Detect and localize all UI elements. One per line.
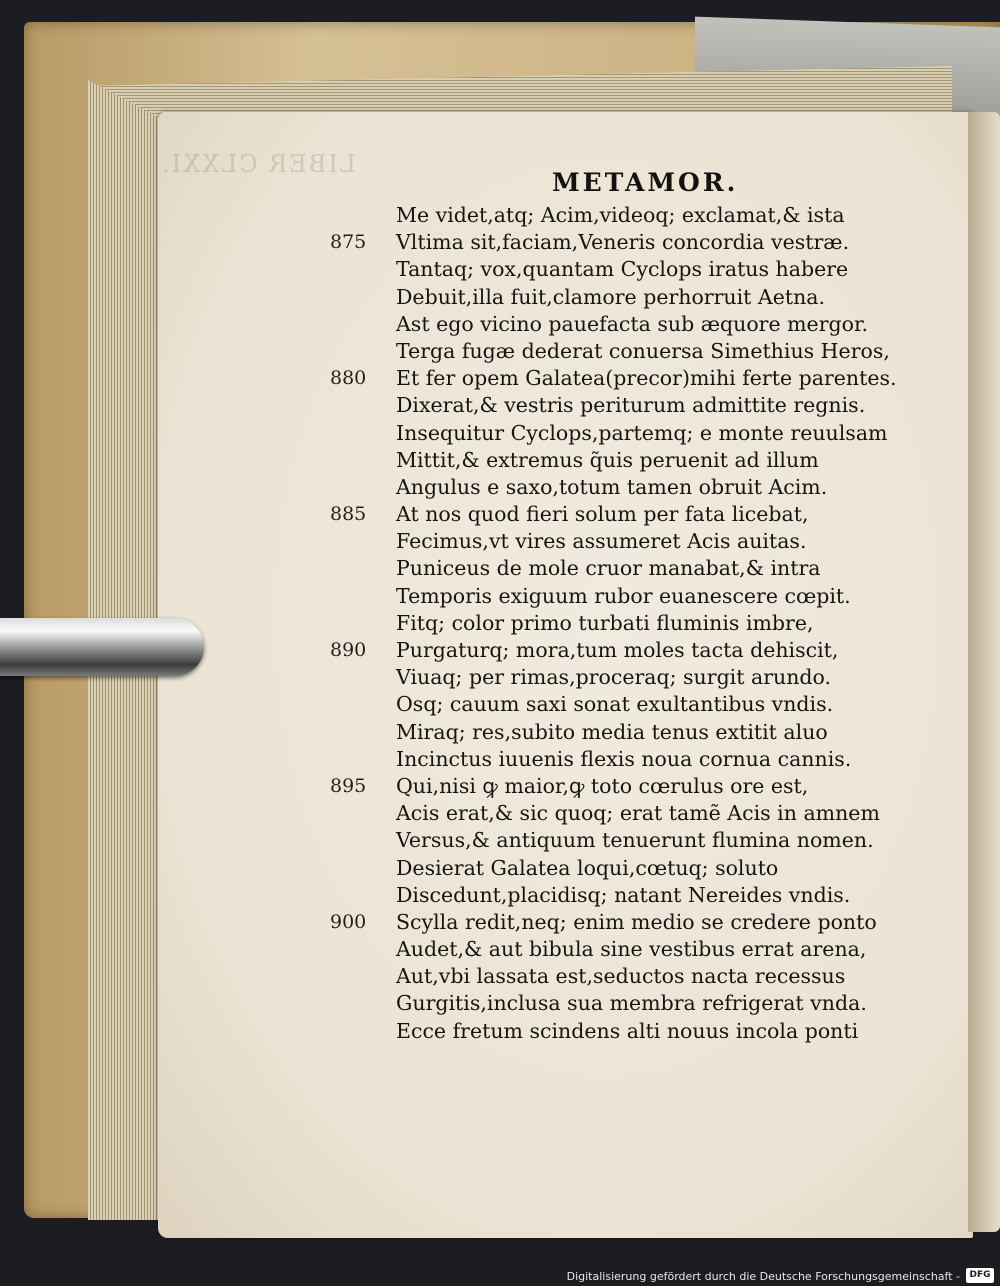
verse-line: [330, 963, 890, 990]
verse-text: Terga fugæ dederat conuersa Simethius Heros,: [396, 338, 890, 363]
verse-text: Fecimus,vt vires assumeret Acis auitas.: [396, 529, 807, 554]
verse-line: [330, 855, 890, 882]
verse-line: [330, 990, 890, 1017]
verse-line: [330, 474, 890, 501]
running-head: METAMOR.: [552, 168, 739, 197]
verse-text: Qui,nisi ꝙ maior,ꝙ toto cœrulus ore est,: [396, 773, 809, 798]
verse-text: Ast ego vicino pauefacta sub æquore mergor.: [396, 311, 869, 336]
verse-line: [330, 311, 890, 338]
verse-text: Et fer opem Galatea(precor)mihi ferte parentes.: [396, 366, 897, 391]
verse-text: Versus,& antiquum tenuerunt flumina nomen.: [396, 828, 874, 853]
verse-text: Gurgitis,inclusa sua membra refrigerat vnda.: [396, 991, 867, 1016]
line-number: 885: [330, 503, 367, 526]
verse-line: [330, 827, 890, 854]
line-number: 880: [330, 367, 367, 390]
verse-line: [330, 719, 890, 746]
verse-line: [330, 909, 890, 936]
verse-line: [330, 229, 890, 256]
verse-text: Debuit,illa fuit,clamore perhorruit Aetna.: [396, 284, 826, 309]
verse-text-block: [330, 202, 897, 1045]
line-number: 875: [330, 231, 367, 254]
verse-line: [330, 882, 890, 909]
verse-line: [330, 800, 890, 827]
dfg-logo: DFG: [966, 1268, 994, 1283]
verse-line: [330, 447, 890, 474]
bleed-through-text: LIBER CLXXI.: [160, 150, 356, 178]
verse-line: [330, 691, 890, 718]
verse-text: Fitq; color primo turbati fluminis imbre,: [396, 610, 814, 635]
verse-line: [330, 610, 890, 637]
verse-text: Miraq; res,subito media tenus extitit aluo: [396, 719, 828, 744]
verse-text: Me videt,atq; Acim,videoq; exclamat,& ista: [396, 203, 845, 227]
verse-line: [330, 392, 890, 419]
verse-text: Incinctus iuuenis flexis noua cornua cannis.: [396, 746, 852, 771]
verse-line: [330, 202, 890, 229]
verse-line: [330, 746, 890, 773]
verse-text: Osq; cauum saxi sonat exultantibus vndis.: [396, 692, 834, 717]
verse-text: At nos quod fieri solum per fata licebat,: [396, 502, 809, 527]
line-number: 895: [330, 774, 367, 797]
verse-text: Insequitur Cyclops,partemq; e monte reuulsam: [396, 420, 888, 445]
next-page-edge: [968, 112, 1000, 1232]
verse-line: [330, 555, 890, 582]
verse-line: [330, 664, 890, 691]
verse-text: Discedunt,placidisq; natant Nereides vndis.: [396, 882, 851, 907]
verse-line: [330, 583, 890, 610]
verse-line: [330, 501, 890, 528]
verse-text: Acis erat,& sic quoq; erat tamẽ Acis in amnem: [396, 801, 880, 826]
verse-text: Vltima sit,faciam,Veneris concordia vestræ.: [396, 230, 850, 255]
verse-line: [330, 936, 890, 963]
verse-line: [330, 637, 890, 664]
line-number: 890: [330, 639, 367, 661]
verse-text: Purgaturq; mora,tum moles tacta dehiscit,: [396, 638, 839, 662]
verse-line: [330, 256, 890, 283]
verse-text: Scylla redit,neq; enim medio se credere ponto: [396, 909, 877, 934]
verse-line: [330, 528, 890, 555]
verse-line: [330, 365, 897, 392]
verse-text: Temporis exiguum rubor euanescere cœpit.: [396, 583, 851, 608]
verse-text: Tantaq; vox,quantam Cyclops iratus habere: [396, 257, 849, 282]
verse-text: Aut,vbi lassata est,seductos nacta recessus: [396, 964, 846, 989]
verse-text: Mittit,& extremus q̃uis peruenit ad illum: [396, 447, 819, 472]
verse-text: Audet,& aut bibula sine vestibus errat arena,: [396, 937, 867, 962]
page-clamp-bar: [0, 618, 204, 676]
verse-text: Dixerat,& vestris periturum admittite regnis.: [396, 393, 866, 418]
verse-text: Ecce fretum scindens alti nouus incola ponti: [396, 1018, 859, 1043]
verse-text: Puniceus de mole cruor manabat,& intra: [396, 556, 821, 581]
line-number: 900: [330, 910, 367, 933]
verse-line: [330, 420, 890, 447]
verse-line: [330, 773, 890, 800]
verse-line: [330, 284, 890, 311]
verse-text: Viuaq; per rimas,proceraq; surgit arundo.: [396, 665, 832, 690]
verse-text: Angulus e saxo,totum tamen obruit Acim.: [396, 474, 828, 499]
digitization-credit: Digitalisierung gefördert durch die Deutsche Forschungsgemeinschaft -: [566, 1270, 960, 1283]
verse-line: [330, 338, 890, 365]
verse-text: Desierat Galatea loqui,cœtuq; soluto: [396, 855, 779, 880]
verse-line: [330, 1018, 890, 1045]
